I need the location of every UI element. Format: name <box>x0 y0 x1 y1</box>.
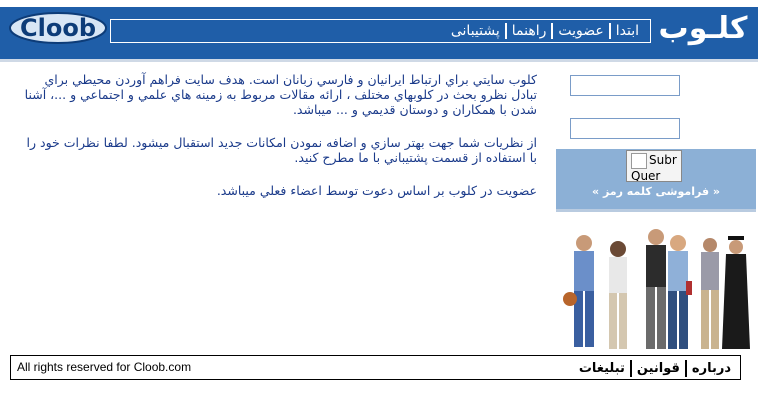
nav-support[interactable]: پشتیبانی <box>450 23 500 39</box>
nav-home[interactable]: ابتدا <box>615 23 639 39</box>
footer <box>10 355 741 380</box>
cloob-persian-logo[interactable]: کلـوب <box>658 11 748 46</box>
forgot-password-link[interactable]: « فراموشی کلمه رمز » <box>592 185 720 198</box>
nav-separator <box>551 23 553 39</box>
submit-button[interactable] <box>626 150 682 182</box>
submit-label: Subr Quer <box>631 153 677 182</box>
intro-paragraph: كلوب سايتي براي ارتباط ايرانيان و فارسي زبانان است. هدف سايت فراهم آوردن محيطي براي تبادل نظرو بحث در كلوبهاي مختلف ، ارائه مقالات مربوط به زمينه هاي علمي و اجتماعي و ...، آشنا شدن با همكاران و دوستان قديمي و ... ميباشد. <box>24 72 537 117</box>
header-divider <box>0 59 758 62</box>
top-nav <box>446 20 644 42</box>
broken-image-icon <box>631 153 647 169</box>
cloob-logo[interactable] <box>8 10 108 46</box>
nav-membership[interactable]: عضویت <box>558 23 604 39</box>
username-input[interactable] <box>570 75 680 96</box>
copyright-text: All rights reserved for Cloob.com <box>17 360 192 374</box>
footer-separator <box>685 360 687 377</box>
footer-link-rules[interactable]: قوانین <box>636 360 680 376</box>
students-image <box>556 223 756 355</box>
footer-nav <box>574 357 736 379</box>
password-input[interactable] <box>570 118 680 139</box>
intro-text <box>22 72 537 216</box>
footer-link-ads[interactable]: تبلیغات <box>578 360 625 376</box>
nav-separator <box>505 23 507 39</box>
footer-separator <box>630 360 632 377</box>
intro-paragraph: عضويت در كلوب بر اساس دعوت توسط اعضاء فعلي ميباشد. <box>216 183 537 198</box>
nav-help[interactable]: راهنما <box>511 23 547 39</box>
logo-en-text: Cloob <box>20 14 96 42</box>
intro-paragraph: از نظريات شما جهت بهتر سازي و اضافه نمودن امكانات جديد استقبال ميشود. لطفا نظرات خود را با استفاده از قسمت پشتيباني با ما مطرح كنيد. <box>26 135 537 165</box>
top-nav-box <box>110 19 651 43</box>
nav-separator <box>609 23 611 39</box>
footer-link-about[interactable]: درباره <box>691 360 731 376</box>
